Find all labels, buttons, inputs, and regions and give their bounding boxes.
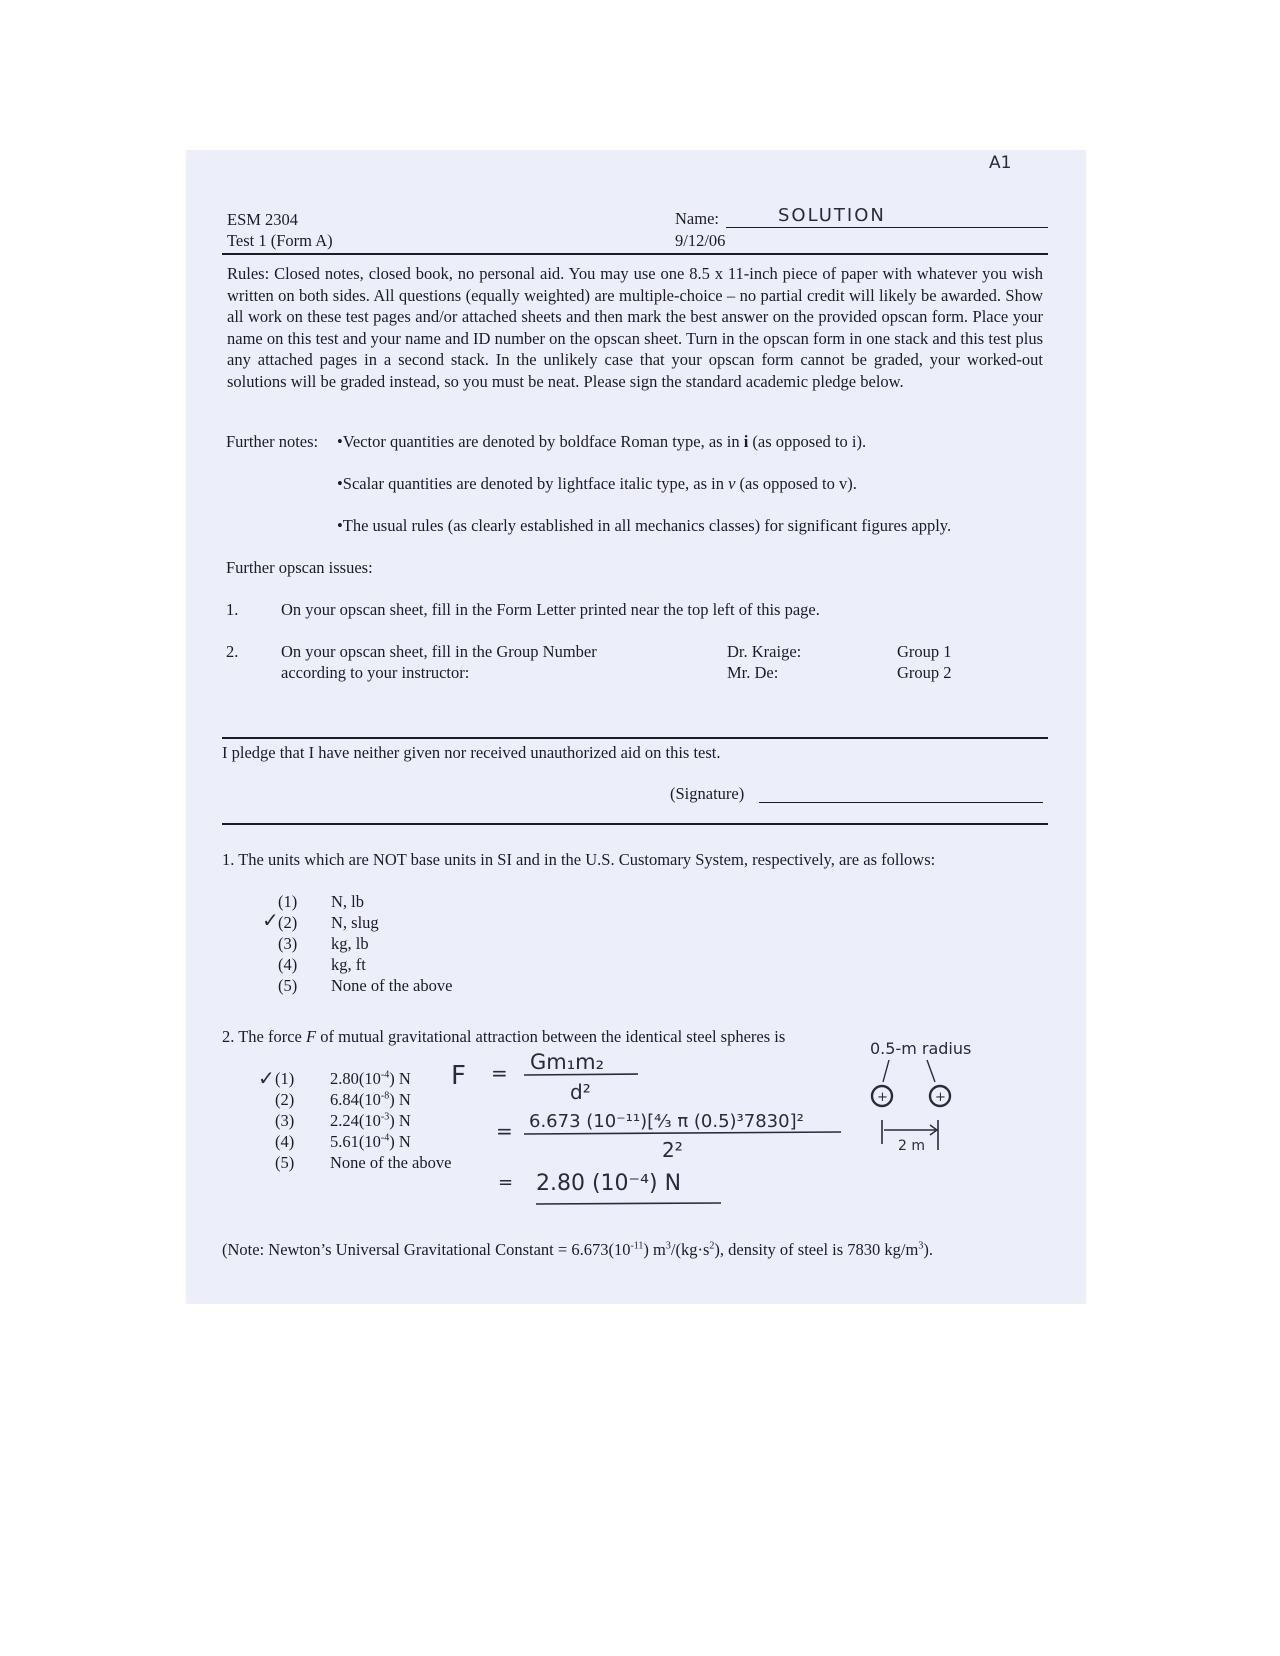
q2-option-1-number: (1) [275,1069,295,1088]
note-vector: •Vector quantities are denoted by boldface Roman type, as in i (as opposed to i). [337,432,867,451]
q2-option-3-number: (3) [275,1111,295,1130]
q2-option-2-text: $6.84(10^{-8})$ N [330,1090,411,1109]
q1-option-2-text: N, slug [331,913,379,932]
radius-arrow-right [927,1060,935,1082]
opscan-item2-line1: On your opscan sheet, fill in the Group Number [281,642,597,661]
q2-stem: 2. The force F of mutual gravitational attraction between the identical steel spheres is [222,1027,786,1046]
work-result: 2.80 (10⁻⁴) N [536,1171,682,1196]
q2-option-3-text: $2.24(10^{-3})$ N [330,1111,411,1130]
work-equals-1: = [491,1061,508,1085]
q2-option-4-text: $5.61(10^{-4})$ N [330,1132,411,1151]
q1-option-2-number: (2) [278,913,298,932]
opscan-label: Further opscan issues: [226,558,373,577]
course-code: ESM 2304 [227,210,299,229]
work-equals-3: = [498,1172,514,1193]
exam-page [186,150,1086,1304]
work-result-underline [536,1203,721,1204]
opscan-item1-number: 1. [226,600,239,619]
radius-label: 0.5-m radius [870,1039,972,1058]
work-fraction-bar-2 [524,1132,841,1134]
q1-option-3-number: (3) [278,934,298,953]
notes-label: Further notes: [226,432,319,451]
form-tag: A1 [989,153,1012,173]
q2-option-5-number: (5) [275,1153,295,1172]
instructor-de: Mr. De: [727,663,779,682]
q1-stem: 1. The units which are NOT base units in SI and in the U.S. Customary System, respectively, are as follows: [222,850,936,869]
work-step2-numerator: 6.673 (10⁻¹¹)[⁴⁄₃ π (0.5)³7830]² [529,1111,804,1132]
work-equals-2: = [496,1119,513,1143]
test-title: Test 1 (Form A) [227,231,333,250]
opscan-item2-number: 2. [226,642,239,661]
group-1: Group 1 [897,642,952,661]
test-date: 9/12/06 [675,231,726,250]
name-label: Name: [675,209,719,228]
note-sigfigs: •The usual rules (as clearly established in all mechanics classes) for significant figures apply. [337,516,952,535]
q2-option-2-number: (2) [275,1090,295,1109]
opscan-item2-line2: according to your instructor: [281,663,470,682]
handwritten-work [186,150,1086,1304]
q1-option-1-number: (1) [278,892,298,911]
radius-arrow-left [883,1060,889,1082]
instructor-kraige: Dr. Kraige: [727,642,802,661]
q1-option-5-number: (5) [278,976,298,995]
work-fraction-bar-1 [524,1074,638,1075]
distance-label: 2 m [898,1138,925,1154]
opscan-item1-text: On your opscan sheet, fill in the Form Letter printed near the top left of this page. [281,600,820,619]
q2-check-mark: ✓ [258,1066,275,1090]
q1-option-4-text: kg, ft [331,955,366,974]
work-denominator: d² [570,1080,591,1104]
pledge-text: I pledge that I have neither given nor received unauthorized aid on this test. [222,743,721,762]
work-step2-denominator: 2² [662,1138,683,1162]
q1-option-3-text: kg, lb [331,934,369,953]
q1-check-mark: ✓ [262,908,279,932]
work-numerator: Gm₁m₂ [530,1050,605,1074]
note-scalar: •Scalar quantities are denoted by lightface italic type, as in v (as opposed to v). [337,474,857,493]
q2-option-4-number: (4) [275,1132,295,1151]
group-2: Group 2 [897,663,952,682]
q2-option-5-text: None of the above [330,1153,452,1172]
sphere-right-center: + [935,1090,946,1105]
name-value: SOLUTION [778,205,886,226]
work-lhs: F [451,1061,466,1091]
q1-option-4-number: (4) [278,955,298,974]
signature-label: (Signature) [670,784,745,803]
q2-option-1-text: $2.80(10^{-4})$ N [330,1069,411,1088]
q2-note: (Note: Newton’s Universal Gravitational Constant = $6.673(10^{-11})$ $m^3/(kg\cdot s^2)$, density of steel is 7830 $kg/m^3$). [222,1240,933,1259]
q1-option-5-text: None of the above [331,976,453,995]
sphere-left-center: + [877,1090,888,1105]
rules-paragraph: Rules: Closed notes, closed book, no personal aid. You may use one 8.5 x 11-inch piece of paper with whatever you wish written on both sides. All questions (equally weighted) are multiple-choice – no partial credit will likely be awarded. Show all work on these test pages and/or attached sheets and then mark the best answer on the provided opscan form. Place your name on this test and your name and ID number on the opscan sheet. Turn in the opscan form in one stack and this test plus any attached pages in a second stack. In the unlikely case that your opscan form cannot be graded, your worked-out solutions will be graded instead, so you must be neat. Please sign the standard academic pledge below. [227,264,1043,391]
q1-option-1-text: N, lb [331,892,364,911]
